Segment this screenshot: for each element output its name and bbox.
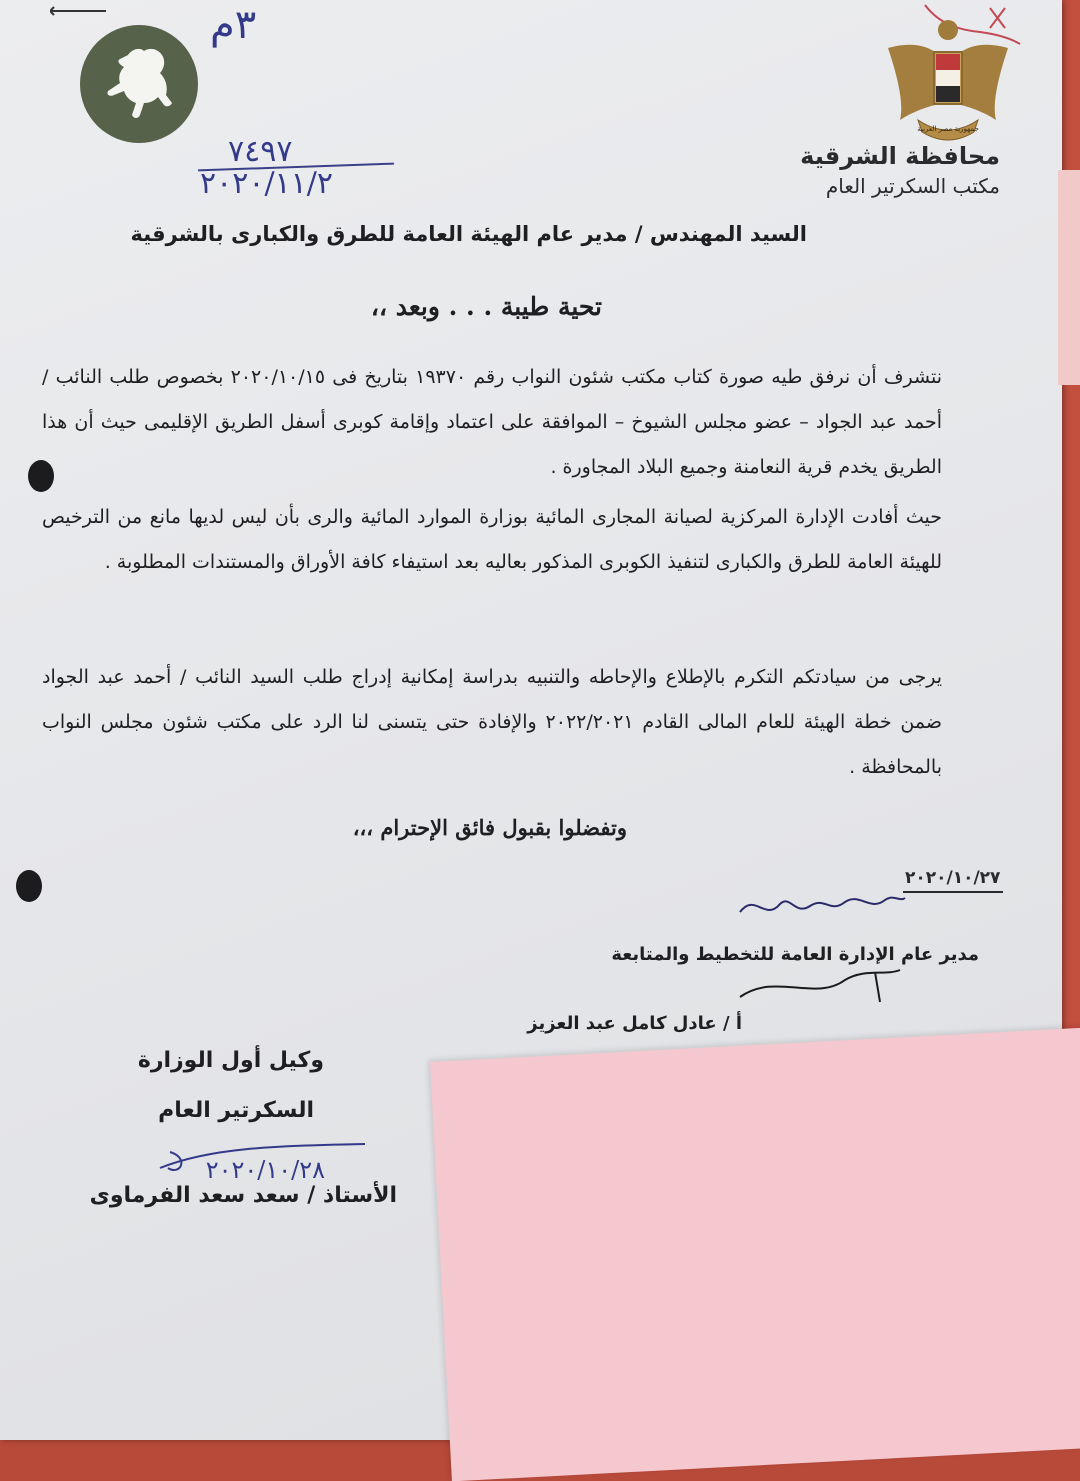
sticky-note xyxy=(430,1026,1080,1481)
letter-paragraph-3: يرجى من سيادتكم التكرم بالإطلاع والإحاطه والتنبيه بدراسة إمكانية إدراج طلب السيد النائب / أحمد عبد الجواد ضمن خطة الهيئة للعام المالى القادم ٢٠٢٢/٢٠٢١ والإفادة حتى يتسنى لنا الرد على مكتب شئون مجلس النواب بالمحافظة . xyxy=(42,666,942,778)
horse-icon xyxy=(80,25,198,143)
arrow-mark xyxy=(50,6,108,16)
handwritten-ref-number: ٧٤٩٧ xyxy=(228,134,293,169)
secretary-handwritten-date: ٢٠٢٠/١٠/٢٨ xyxy=(205,1156,325,1184)
handwritten-signature-1 xyxy=(735,882,910,932)
punch-hole-top xyxy=(28,460,54,492)
handwritten-signature-3 xyxy=(150,1138,390,1188)
sticky-note-edge xyxy=(1058,170,1080,385)
deputy-minister-title: وكيل أول الوزارة xyxy=(137,1048,324,1073)
governorate-name: محافظة الشرقية xyxy=(800,142,1000,170)
secretary-general-name: الأستاذ / سعد سعد الفرماوى xyxy=(89,1183,397,1208)
government-header xyxy=(800,142,1000,198)
handwritten-ref-date: ٢٠٢٠/١١/٢ xyxy=(200,166,334,201)
letter-closing: وتفضلوا بقبول فائق الإحترام ،،، xyxy=(352,815,627,840)
planning-signature-date: ٢٠٢٠/١٠/٢٧ xyxy=(905,868,1001,888)
letter-greeting: تحية طيبة . . . وبعد ،، xyxy=(370,292,602,321)
letter-addressee: السيد المهندس / مدير عام الهيئة العامة للطرق والكبارى بالشرقية xyxy=(130,222,807,246)
office-name: مكتب السكرتير العام xyxy=(825,174,1000,198)
handwritten-signature-2 xyxy=(735,962,905,1012)
secretary-general-title: السكرتير العام xyxy=(158,1098,314,1123)
page-number-handwritten: ٣م xyxy=(210,2,257,48)
horse-logo xyxy=(80,25,198,143)
planning-director-title: مدير عام الإدارة العامة للتخطيط والمتابعة xyxy=(611,944,979,965)
punch-hole-bottom xyxy=(16,870,42,902)
letter-paragraph-1: نتشرف أن نرفق طيه صورة كتاب مكتب شئون النواب رقم ١٩٣٧٠ بتاريخ فى ٢٠٢٠/١٠/١٥ بخصوص طلب النائب / أحمد عبد الجواد – عضو مجلس الشيوخ – الموافقة على اعتماد وإقامة كوبرى أسفل الطريق الإقليمى حيث أن هذا الطريق يخدم قرية النعامنة وجميع البلاد المجاورة . xyxy=(42,366,942,478)
planning-director-name: أ / عادل كامل عبد العزيز xyxy=(527,1013,742,1034)
eagle-emblem-icon xyxy=(878,8,1018,148)
letter-paragraph-2: حيث أفادت الإدارة المركزية لصيانة المجارى المائية بوزارة الموارد المائية والرى بأن ليس لديها مانع من الترخيص للهيئة العامة للطرق والكبارى لتنفيذ الكوبرى المذكور بعاليه بعد استيفاء كافة الأوراق والمستندات المطلوبة . xyxy=(42,506,942,573)
signature-date-underline xyxy=(903,891,1003,893)
emblem-caption: جمهورية مصر العربية xyxy=(917,125,979,133)
